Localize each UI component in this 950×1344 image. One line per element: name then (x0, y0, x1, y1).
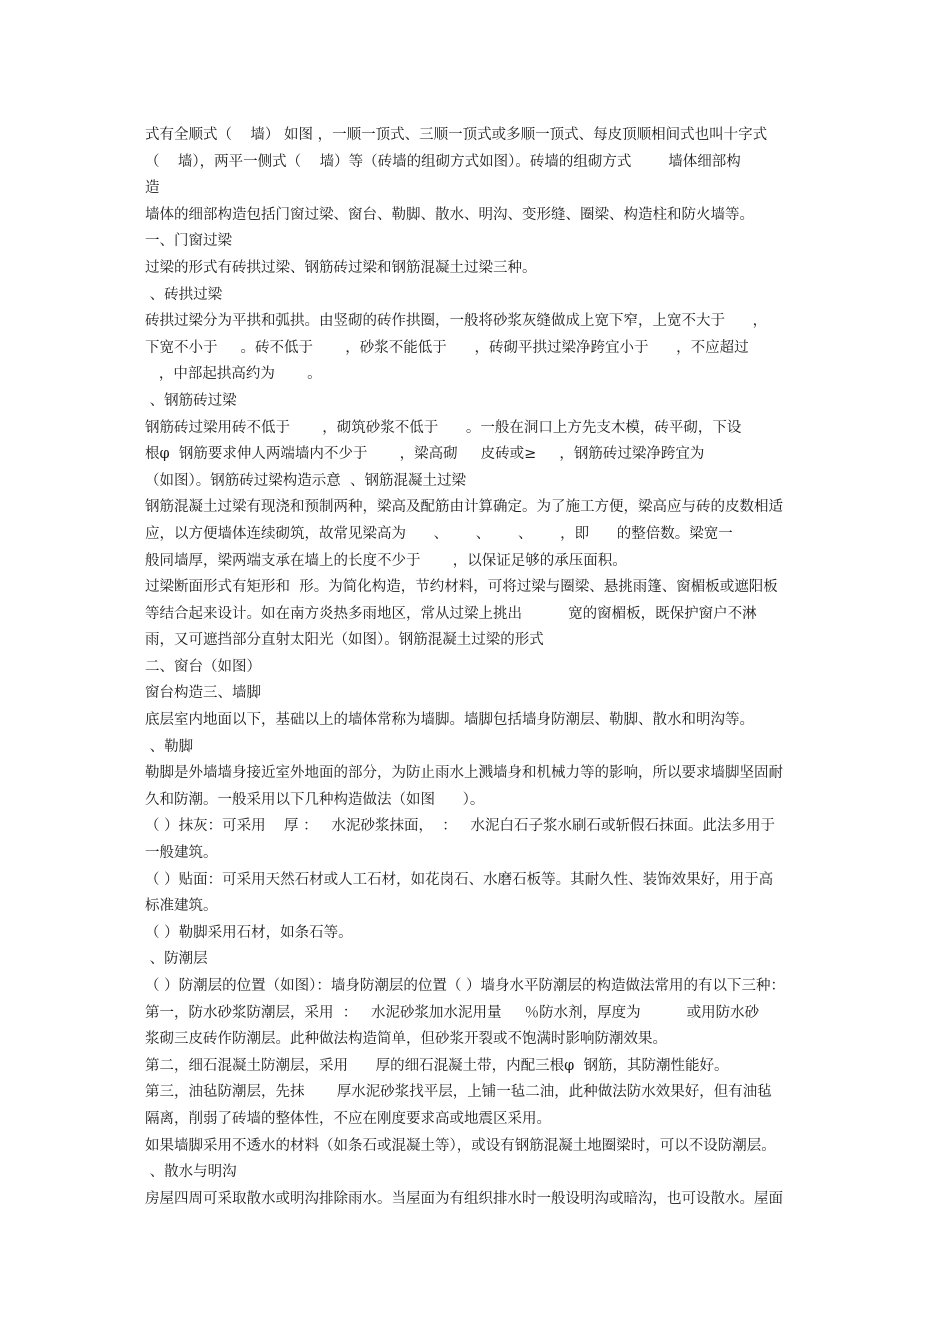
text-line: （ ）贴面：可采用天然石材或人工石材，如花岗石、水磨石板等。其耐久性、装饰效果好，用于高 (145, 871, 774, 888)
text-line: 等结合起来设计。如在南方炎热多雨地区，常从过梁上挑出 宽的窗楣板，既保护窗户不淋 (145, 605, 757, 622)
text-line: 第一，防水砂浆防潮层，采用 ： 水泥砂浆加水泥用量 ％防水剂，厚度为 或用防水砂 (145, 1004, 760, 1021)
text-line: 钢筋砖过梁用砖不低于 ，砌筑砂浆不低于 。一般在洞口上方先支木模，砖平砌，下设 (145, 419, 742, 436)
text-line: 雨，又可遮挡部分直射太阳光（如图）。钢筋混凝土过梁的形式 (145, 632, 544, 649)
text-line: 钢筋混凝土过梁有现浇和预制两种，梁高及配筋由计算确定。为了施工方便，梁高应与砖的皮数相适 (145, 499, 783, 516)
text-line: 应，以方便墙体连续砌筑，故常见梁高为 、 、 、 ，即 的整倍数。梁宽一 (145, 525, 733, 542)
text-line: 根φ 钢筋要求伸人两端墙内不少于 ，梁高砌 皮砖或≥ ，钢筋砖过梁净跨宜为 (145, 446, 705, 463)
text-line: （ 墙），两平一侧式（ 墙）等（砖墙的组砌方式如图）。砖墙的组砌方式 墙体细部构 (145, 153, 741, 170)
text-line: 隔离，削弱了砖墙的整体性，不应在刚度要求高或地震区采用。 (145, 1110, 551, 1127)
text-line: （如图）。钢筋砖过梁构造示意 、钢筋混凝土过梁 (145, 472, 466, 489)
text-line: 造 (145, 180, 160, 197)
section-heading: 二、窗台（如图） (145, 658, 261, 675)
text-line: 房屋四周可采取散水或明沟排除雨水。当屋面为有组织排水时一般设明沟或暗沟，也可设散水。屋面 (145, 1190, 783, 1207)
document-body (145, 122, 813, 1212)
subsection-heading: 、防潮层 (145, 951, 208, 968)
text-line: 般同墙厚，梁两端支承在墙上的长度不少于 ，以保证足够的承压面积。 (145, 552, 627, 569)
text-line: 标准建筑。 (145, 898, 218, 915)
text-line: 如果墙脚采用不透水的材料（如条石或混凝土等），或设有钢筋混凝土地圈梁时，可以不设防潮层。 (145, 1137, 776, 1154)
subsection-heading: 、砖拱过梁 (145, 286, 223, 303)
text-line: 式有全顺式（ 墙） 如图 ，一顺一顶式、三顺一顶式或多顺一顶式、每皮顶顺相间式也叫十字式 (145, 127, 768, 143)
subsection-heading: 、勒脚 (145, 738, 194, 755)
text-line: 过梁断面形式有矩形和 形。为简化构造，节约材料，可将过梁与圈梁、悬挑雨篷、窗楣板或遮阳板 (145, 579, 778, 596)
subsection-heading: 、钢筋砖过梁 (145, 392, 237, 409)
text-line: 浆砌三皮砖作防潮层。此种做法构造简单，但砂浆开裂或不饱满时影响防潮效果。 (145, 1031, 667, 1048)
section-heading: 一、门窗过梁 (145, 233, 232, 250)
text-line: 下宽不小于 。砖不低于 ，砂浆不能低于 ，砖砌平拱过梁净跨宜小于 ，不应超过 (145, 339, 749, 356)
text-line: 勒脚是外墙墙身接近室外地面的部分，为防止雨水上溅墙身和机械力等的影响，所以要求墙脚坚固耐 (145, 765, 783, 782)
text-line: （ ）防潮层的位置（如图）：墙身防潮层的位置（ ）墙身水平防潮层的构造做法常用的有以下三种： (145, 978, 785, 994)
text-line: 第三，油毡防潮层，先抹 厚水泥砂浆找平层，上铺一毡二油，此种做法防水效果好，但有油毡 (145, 1084, 772, 1101)
text-line: 过梁的形式有砖拱过梁、钢筋砖过梁和钢筋混凝土过梁三种。 (145, 259, 537, 276)
section-heading: 窗台构造三、墙脚 (145, 685, 261, 702)
text-line: 底层室内地面以下，基础以上的墙体常称为墙脚。墙脚包括墙身防潮层、勒脚、散水和明沟等。 (145, 712, 754, 729)
text-line: 砖拱过梁分为平拱和弧拱。由竖砌的砖作拱圈，一般将砂浆灰缝做成上宽下窄，上宽不大于 ， (145, 313, 768, 330)
text-line: （ ）勒脚采用石材，如条石等。 (145, 924, 353, 941)
text-line: 墙体的细部构造包括门窗过梁、窗台、勒脚、散水、明沟、变形缝、圈梁、构造柱和防火墙等。 (145, 206, 754, 223)
text-line: 一般建筑。 (145, 845, 218, 862)
text-line: 第二，细石混凝土防潮层，采用 厚的细石混凝土带，内配三根φ 钢筋，其防潮性能好。 (145, 1057, 729, 1074)
text-line: （ ）抹灰：可采用 厚 ： 水泥砂浆抹面， ： 水泥白石子浆水刷石或斩假石抹面。此法多用于 (145, 818, 776, 835)
text-line: ，中部起拱高约为 。 (145, 366, 322, 383)
text-line: 久和防潮。一般采用以下几种构造做法（如图 ）。 (145, 791, 485, 808)
subsection-heading: 、散水与明沟 (145, 1164, 237, 1181)
